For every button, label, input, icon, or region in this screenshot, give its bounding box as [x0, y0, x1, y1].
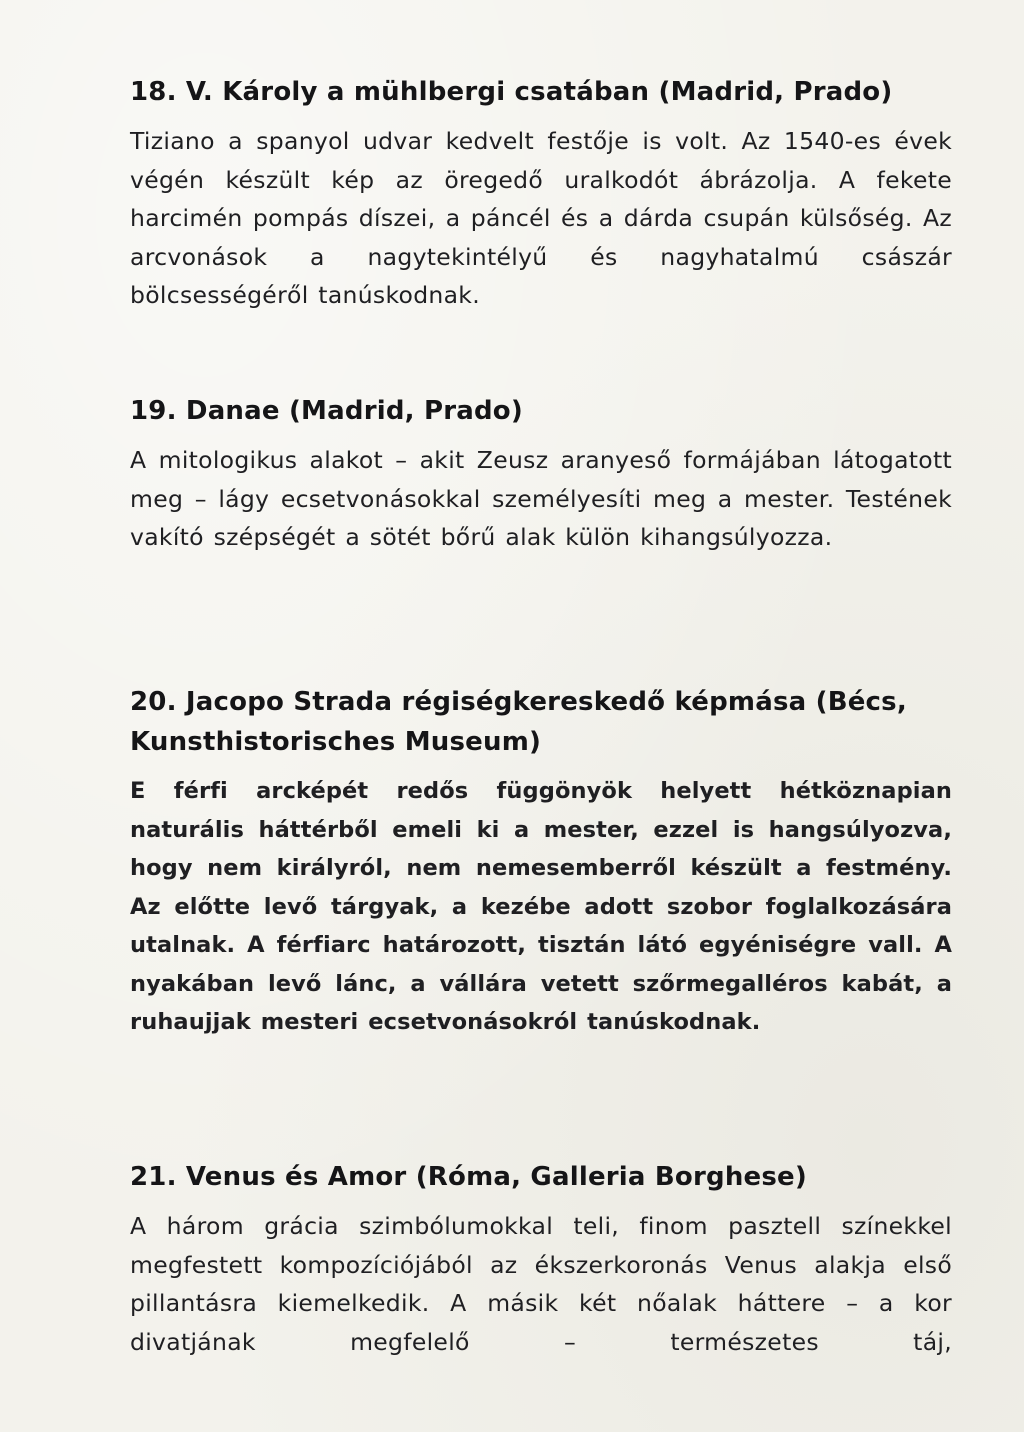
- entry-21: [130, 1157, 952, 1361]
- entry-text: E férfi arcképét redős függönyök helyett hétköznapian naturális háttérből emeli ki a mester, ezzel is hangsúlyozva, hogy nem királyról, nem nemesemberről készült a festmény. Az előtte levő tárgyak, a kezébe adott szobor foglalkozására utalnak. A férfiarc határozott, tisztán látó egyéniségre vall. A nyakában levő lánc, a vállára vetett szőrmegalléros kabát, a ruhaujjak mesteri ecsetvonásokról tanúskodnak.: [130, 778, 952, 1035]
- entry-title: 20. Jacopo Strada régiségkereskedő képmása (Bécs, Kunsthistorisches Museum): [130, 687, 907, 757]
- entry-title: 18. V. Károly a mühlbergi csatában (Madrid, Prado): [130, 77, 893, 107]
- entry-title: 19. Danae (Madrid, Prado): [130, 396, 523, 426]
- entry-text: A három grácia szimbólumokkal teli, finom pasztell színekkel megfestett kompozíciójából az ékszerkoronás Venus alakja első pillantásra kiemelkedik. A másik két nőalak háttere – a kor divatjának megfelelő – természetes táj,: [130, 1212, 952, 1356]
- entry-20: [130, 682, 952, 1042]
- entry-text: A mitologikus alakot – akit Zeusz aranyeső formájában látogatott meg – lágy ecsetvonásokkal személyesíti meg a mester. Testének vakító szépségét a sötét bőrű alak külön kihangsúlyozza.: [130, 446, 952, 551]
- entry-19: [130, 391, 952, 557]
- entry-text: Tiziano a spanyol udvar kedvelt festője is volt. Az 1540-es évek végén készült kép az öregedő uralkodót ábrázolja. A fekete harcimén pompás díszei, a páncél és a dárda csupán külsőség. Az arcvonások a nagytekintélyű és nagyhatalmú császár bölcsességéről tanúskodnak.: [130, 127, 952, 309]
- entry-18: [130, 72, 952, 315]
- entry-title: 21. Venus és Amor (Róma, Galleria Borghese): [130, 1162, 807, 1192]
